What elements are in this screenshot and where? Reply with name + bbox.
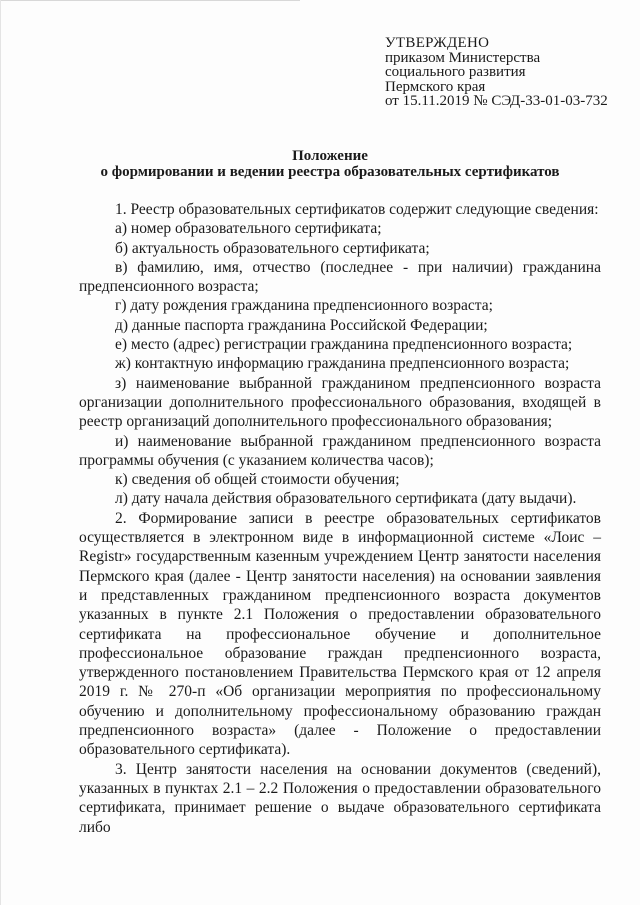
- title-line-2: о формировании и ведении реестра образовательных сертификатов: [100, 164, 560, 180]
- paragraph-3: 3. Центр занятости населения на основании документов (сведений), указанных в пунктах 2.1 – 2.2 Положения о предоставлении образовательного сертификата, принимает решение о выдаче образовательного сертификата либо: [79, 760, 601, 836]
- list-item-zh: ж) контактную информацию гражданина предпенсионного возраста;: [115, 355, 570, 373]
- list-item-l: л) дату начала действия образовательного сертификата (дату выдачи).: [115, 490, 577, 508]
- list-item-k: к) сведения об общей стоимости обучения;: [115, 471, 400, 489]
- list-item-a: а) номер образовательного сертификата;: [115, 220, 382, 238]
- approval-line-ministry: социального развития: [385, 64, 526, 80]
- approval-line-order: приказом Министерства: [385, 49, 541, 66]
- approval-line-date-number: от 15.11.2019 № СЭД-33-01-03-732: [385, 93, 608, 109]
- approval-stamp-block: [385, 36, 625, 109]
- list-item-z: з) наименование выбранной гражданином предпенсионного возраста организации дополнительного профессионального образования, входящей в реестр организаций дополнительного профессионального образования;: [79, 374, 601, 431]
- document-body: [79, 200, 601, 837]
- paragraph-2: 2. Формирование записи в реестре образовательных сертификатов осуществляется в электронном виде в информационной системе «Лоис – Registr» государственным казенным учреждением Центр занятости населения Пермского края (далее - Центр занятости населения) на основании заявления и представленных гражданином предпенсионного возраста документов указанных в пункте 2.1 Положения о предоставлении образовательного сертификата на профессиональное обучение и дополнительное профессиональное образование граждан предпенсионного возраста, утвержденного постановлением Правительства Пермского края от 12 апреля 2019 г. № 270-п «Об организации мероприятия по профессиональному обучению и дополнительному профессиональному образованию граждан предпенсионного возраста» (далее - Положение о предоставлении образовательного сертификата).: [79, 509, 601, 759]
- scan-edge-top: [0, 0, 300, 1]
- document-title: [60, 148, 600, 180]
- title-line-1: Положение: [292, 148, 368, 164]
- paragraph-1: 1. Реестр образовательных сертификатов содержит следующие сведения:: [115, 201, 599, 218]
- list-item-d: д) данные паспорта гражданина Российской Федерации;: [115, 316, 488, 334]
- approval-line-region: Пермского края: [385, 78, 486, 95]
- list-item-e: е) место (адрес) регистрации гражданина предпенсионного возраста;: [115, 336, 573, 354]
- list-item-g: г) дату рождения гражданина предпенсионного возраста;: [115, 297, 493, 315]
- list-item-b: б) актуальность образовательного сертификата;: [115, 239, 430, 257]
- list-item-v: в) фамилию, имя, отчество (последнее - при наличии) гражданина предпенсионного возраста;: [79, 258, 601, 296]
- list-item-i: и) наименование выбранной гражданином предпенсионного возраста программы обучения (с указанием количества часов);: [79, 432, 601, 469]
- scan-edge-left: [0, 0, 1, 905]
- approval-heading: УТВЕРЖДЕНО: [385, 35, 490, 51]
